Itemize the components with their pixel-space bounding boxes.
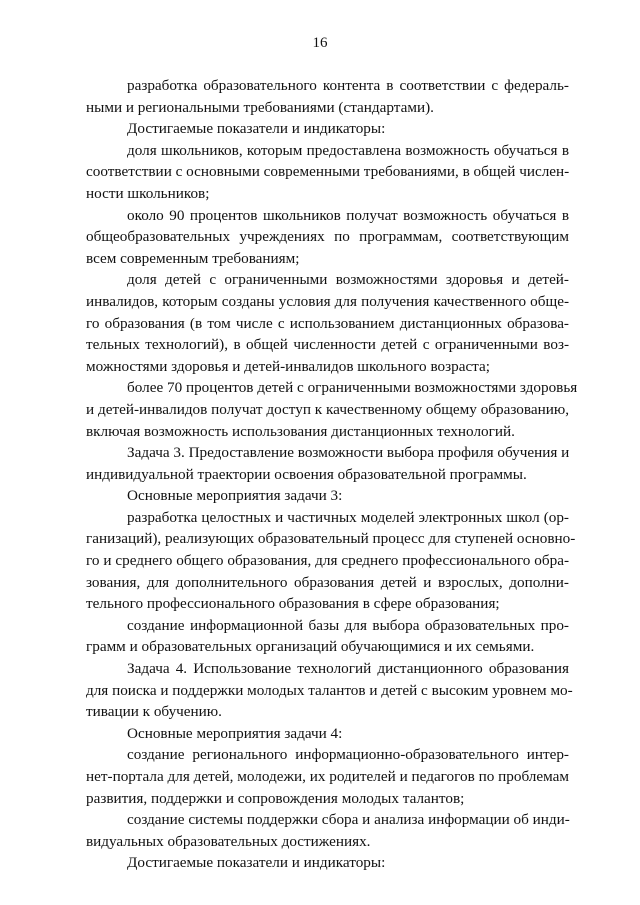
text-line: соответствии с основными современными требованиями, в общей числен- <box>86 163 570 181</box>
text-line: ными и региональными требованиями (стандартами). <box>86 98 434 116</box>
text-line: нет-портала для детей, молодежи, их родителей и педагогов по проблемам <box>86 768 569 785</box>
paragraph <box>86 744 569 809</box>
paragraph <box>86 507 576 615</box>
text-line: всем современным требованиям; <box>86 249 300 267</box>
text-line: тельных технологий), в общей численности детей с ограниченными воз- <box>86 336 569 354</box>
text-line: ности школьников; <box>86 184 210 202</box>
text-line: Достигаемые показатели и индикаторы: <box>127 120 386 138</box>
paragraph <box>86 658 573 723</box>
paragraph <box>86 269 569 377</box>
text-line: более 70 процентов детей с ограниченными возможностями здоровья <box>127 379 578 397</box>
paragraph <box>86 75 569 118</box>
text-line: создание информационной базы для выбора образовательных про- <box>127 616 569 634</box>
text-line: для поиска и поддержки молодых талантов и детей с высоким уровнем мо- <box>86 681 573 699</box>
text-line: около 90 процентов школьников получат возможность обучаться в <box>127 206 569 224</box>
text-line: Задача 3. Предоставление возможности выбора профиля обучения и <box>127 444 570 462</box>
text-line: включая возможность использования дистанционных технологий. <box>86 422 515 440</box>
text-line: создание системы поддержки сбора и анализа информации об инди- <box>127 811 570 829</box>
text-line: тельного профессионального образования в сфере образования; <box>86 595 500 613</box>
paragraph <box>86 615 569 658</box>
text-line: разработка целостных и частичных моделей электронных школ (ор- <box>127 508 569 526</box>
text-line: го и среднего общего образования, для среднего профессионального обра- <box>86 552 569 570</box>
paragraph <box>86 205 569 270</box>
text-line: создание регионального информационно-образовательного интер- <box>127 746 569 764</box>
text-line: можностями здоровья и детей-инвалидов школьного возраста; <box>86 357 490 375</box>
text-line: общеобразовательных учреждениях по программам, соответствующим <box>86 228 569 246</box>
text-line: инвалидов, которым созданы условия для получения качественного обще- <box>86 292 569 310</box>
text-line: Достигаемые показатели и индикаторы: <box>127 854 386 872</box>
paragraph <box>86 442 569 485</box>
page-number: 16 <box>312 35 328 51</box>
text-line: разработка образовательного контента в соответствии с федераль- <box>127 77 569 94</box>
text-line: грамм и образовательных организаций обучающимися и их семьями. <box>86 638 535 656</box>
text-line: видуальных образовательных достижениях. <box>86 832 371 850</box>
text-line: индивидуальной траектории освоения образовательной программы. <box>86 465 527 483</box>
text-line: зования, для дополнительного образования детей и взрослых, дополни- <box>86 573 569 591</box>
paragraph <box>86 852 569 874</box>
paragraph <box>86 377 578 442</box>
paragraph <box>86 118 569 140</box>
text-line: Основные мероприятия задачи 3: <box>127 487 343 505</box>
text-line: ганизаций), реализующих образовательный процесс для ступеней основно- <box>86 530 576 548</box>
text-line: го образования (в том числе с использованием дистанционных образова- <box>86 314 569 332</box>
text-line: развития, поддержки и сопровождения молодых талантов; <box>86 789 465 807</box>
text-line: Основные мероприятия задачи 4: <box>127 724 343 742</box>
text-line: тивации к обучению. <box>86 703 222 721</box>
paragraph <box>86 140 569 205</box>
document-body <box>86 75 578 874</box>
text-line: доля детей с ограниченными возможностями здоровья и детей- <box>127 271 569 289</box>
text-line: и детей-инвалидов получат доступ к качественному общему образованию, <box>86 400 569 418</box>
text-line: Задача 4. Использование технологий дистанционного образования <box>127 660 569 678</box>
paragraph <box>86 485 569 507</box>
paragraph <box>86 809 569 852</box>
text-line: доля школьников, которым предоставлена возможность обучаться в <box>127 141 569 159</box>
paragraph <box>86 723 569 745</box>
